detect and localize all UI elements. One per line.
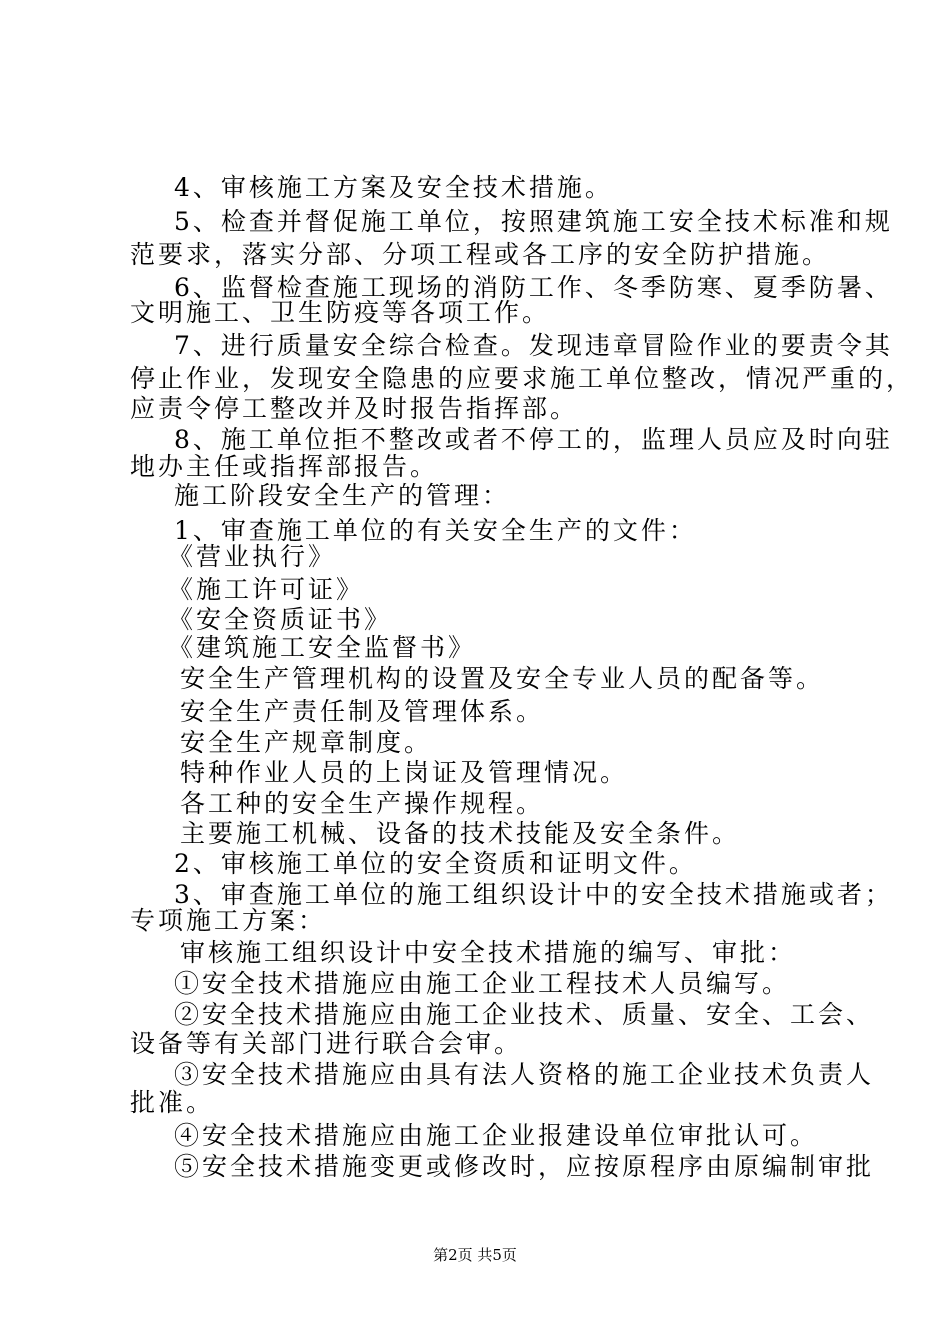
text-line: 地办主任或指挥部报告。 <box>130 452 439 481</box>
text-line: 4、审核施工方案及安全技术措施。 <box>174 173 613 202</box>
text-line: 7、进行质量安全综合检查。发现违章冒险作业的要责令其 <box>174 331 893 360</box>
text-line: 设备等有关部门进行联合会审。 <box>130 1029 523 1058</box>
text-line: 1、审查施工单位的有关安全生产的文件： <box>174 516 697 545</box>
text-line: 8、施工单位拒不整改或者不停工的，监理人员应及时向驻 <box>174 425 893 454</box>
page-number-footer: 第2页 共5页 <box>433 1246 517 1264</box>
text-line: 《安全资质证书》 <box>168 605 393 634</box>
text-line: 3、审查施工单位的施工组织设计中的安全技术措施或者； <box>174 880 893 909</box>
text-line: 2、审核施工单位的安全资质和证明文件。 <box>174 849 697 878</box>
text-line: 安全生产管理机构的设置及安全专业人员的配备等。 <box>180 664 825 693</box>
text-line: 《施工许可证》 <box>168 575 365 604</box>
text-line: 应责令停工整改并及时报告指挥部。 <box>130 394 579 423</box>
text-line: ③安全技术措施应由具有法人资格的施工企业技术负责人 <box>174 1060 875 1089</box>
text-line: 文明施工、卫生防疫等各项工作。 <box>130 298 551 327</box>
text-line: 专项施工方案： <box>130 906 327 935</box>
text-line: ⑤安全技术措施变更或修改时，应按原程序由原编制审批 <box>174 1152 875 1181</box>
text-line: 《营业执行》 <box>168 542 337 571</box>
text-line: ①安全技术措施应由施工企业工程技术人员编写。 <box>174 969 791 998</box>
text-line: 停止作业，发现安全隐患的应要求施工单位整改，情况严重的， <box>130 364 915 393</box>
text-line: 安全生产规章制度。 <box>180 728 433 757</box>
text-line: 《建筑施工安全监督书》 <box>168 633 477 662</box>
text-line: 施工阶段安全生产的管理： <box>174 481 511 510</box>
text-line: 安全生产责任制及管理体系。 <box>180 697 545 726</box>
text-line: ④安全技术措施应由施工企业报建设单位审批认可。 <box>174 1121 819 1150</box>
text-line: 范要求，落实分部、分项工程或各工序的安全防护措施。 <box>130 240 831 269</box>
text-line: 批准。 <box>130 1088 215 1117</box>
text-line: 5、检查并督促施工单位，按照建筑施工安全技术标准和规 <box>174 207 893 236</box>
text-line: 主要施工机械、设备的技术技能及安全条件。 <box>180 819 741 848</box>
text-line: ②安全技术措施应由施工企业技术、质量、安全、工会、 <box>174 1000 875 1029</box>
text-line: 各工种的安全生产操作规程。 <box>180 789 545 818</box>
text-line: 6、监督检查施工现场的消防工作、冬季防寒、夏季防暑、 <box>174 273 893 302</box>
text-line: 特种作业人员的上岗证及管理情况。 <box>180 758 629 787</box>
text-line: 审核施工组织设计中安全技术措施的编写、审批： <box>180 938 797 967</box>
